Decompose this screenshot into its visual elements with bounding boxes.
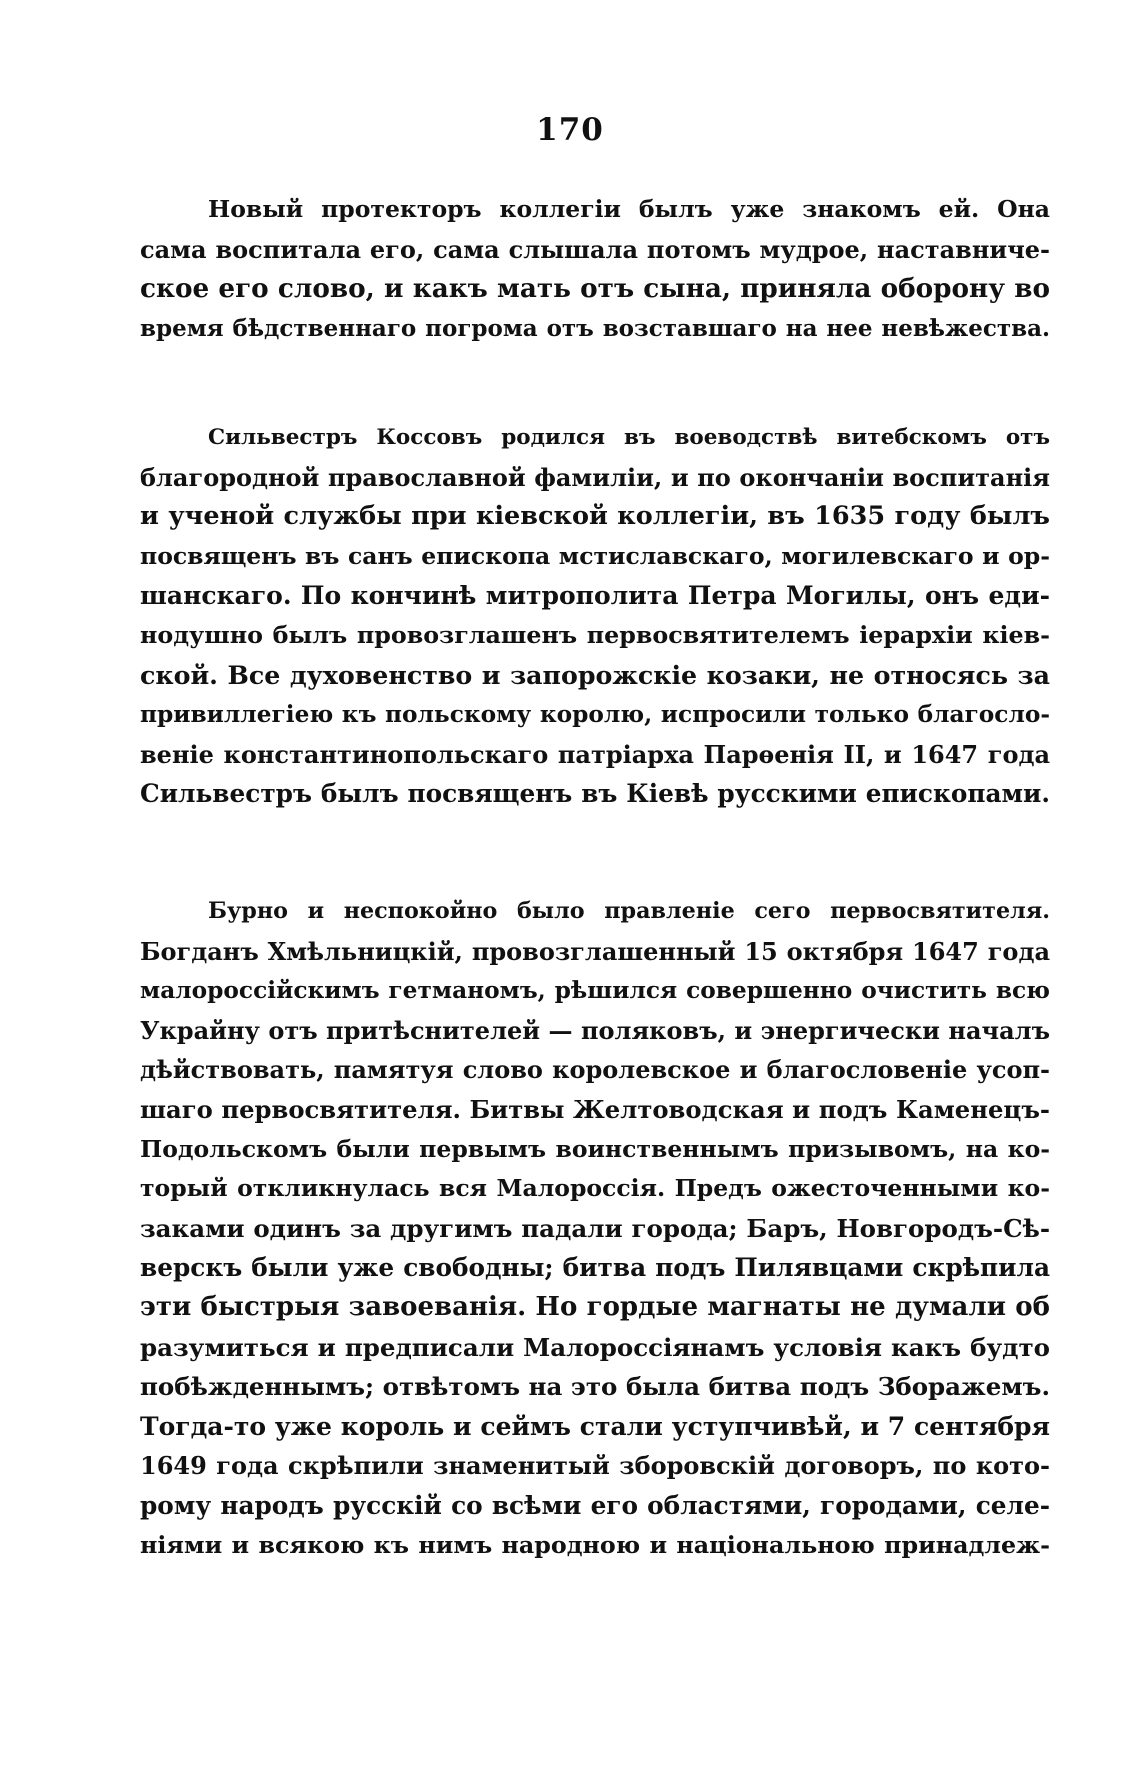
text-line: побѣжденнымъ; отвѣтомъ на это была битва подъ Зборажемъ. [140, 1372, 1050, 1402]
text-line: Богданъ Хмѣльницкій, провозглашенный 15 октября 1647 года [140, 936, 1050, 966]
text-line: посвященъ въ санъ епископа мстиславскаго, могилевскаго и ор- [140, 541, 1050, 570]
text-line: заками одинъ за другимъ падали города; Баръ, Новгородъ-Сѣ- [140, 1213, 1050, 1243]
text-line: ское его слово, и какъ мать отъ сына, приняла оборону во [140, 273, 1050, 305]
text-line: и ученой службы при кіевской коллегіи, въ 1635 году былъ [140, 501, 1050, 532]
text-line: Новый протекторъ коллегіи былъ уже знакомъ ей. Она [208, 195, 1050, 223]
text-line: разумиться и предписали Малороссіянамъ условія какъ будто [140, 1332, 1050, 1362]
text-line: время бѣдственнаго погрома отъ возставшаго на нее невѣжества. [140, 314, 1050, 342]
paragraph-body [140, 418, 1050, 814]
page-number: 170 [536, 112, 604, 148]
text-line: шаго первосвятителя. Битвы Желтоводская и подъ Каменецъ- [140, 1094, 1050, 1124]
text-line: веніе константинопольскаго патріарха Парѳенія II, и 1647 года [140, 739, 1050, 769]
paragraph-body [140, 190, 1050, 348]
paragraph-silvester-kossov [140, 418, 1050, 814]
text-line: торый откликнулась вся Малороссія. Предъ ожесточенными ко- [140, 1174, 1050, 1203]
text-line: Тогда-то уже король и сеймъ стали уступчивѣй, и 7 сентября [140, 1411, 1050, 1441]
text-line: эти быстрыя завоеванія. Но гордые магнаты не думали об [140, 1291, 1050, 1322]
text-line: благородной православной фамиліи, и по окончаніи воспитанія [140, 462, 1050, 492]
text-line: 1649 года скрѣпили знаменитый зборовскій договоръ, по кото- [140, 1451, 1050, 1481]
text-line: Бурно и неспокойно было правленіе сего первосвятителя. [208, 898, 1050, 924]
paragraph-protector [140, 190, 1050, 348]
text-line: Сильвестръ былъ посвященъ въ Кіевѣ русскими епископами. [140, 779, 1050, 809]
text-line: ской. Все духовенство и запорожскіе козаки, не относясь за [140, 659, 1050, 690]
text-line: малороссійскимъ гетманомъ, рѣшился совершенно очистить всю [140, 977, 1050, 1005]
paragraph-body [140, 892, 1050, 1565]
text-line: верскъ были уже свободны; битва подъ Пилявцами скрѣпила [140, 1253, 1050, 1283]
text-line: привиллегіею къ польскому королю, испросили только благосло- [140, 701, 1050, 729]
text-line: шанскаго. По кончинѣ митрополита Петра Могилы, онъ еди- [140, 581, 1050, 611]
text-line: ніями и всякою къ нимъ народною и національною принадлеж- [140, 1530, 1050, 1559]
text-line: сама воспитала его, сама слышала потомъ мудрое, наставниче- [140, 234, 1050, 264]
text-line: Украйну отъ притѣснителей — поляковъ, и энергически началъ [140, 1015, 1050, 1045]
text-line: дѣйствовать, памятуя слово королевское и благословеніе усоп- [140, 1055, 1050, 1085]
text-line: нодушно былъ провозглашенъ первосвятителемъ іерархіи кiев- [140, 620, 1050, 649]
text-line: Подольскомъ были первымъ воинственнымъ призывомъ, на ко- [140, 1134, 1050, 1163]
paragraph-khmelnitsky [140, 892, 1050, 1565]
text-line: рому народъ русскій со всѣми его областями, городами, селе- [140, 1490, 1050, 1520]
text-line: Сильвестръ Коссовъ родился въ воеводствѣ витебскомъ отъ [208, 425, 1050, 450]
